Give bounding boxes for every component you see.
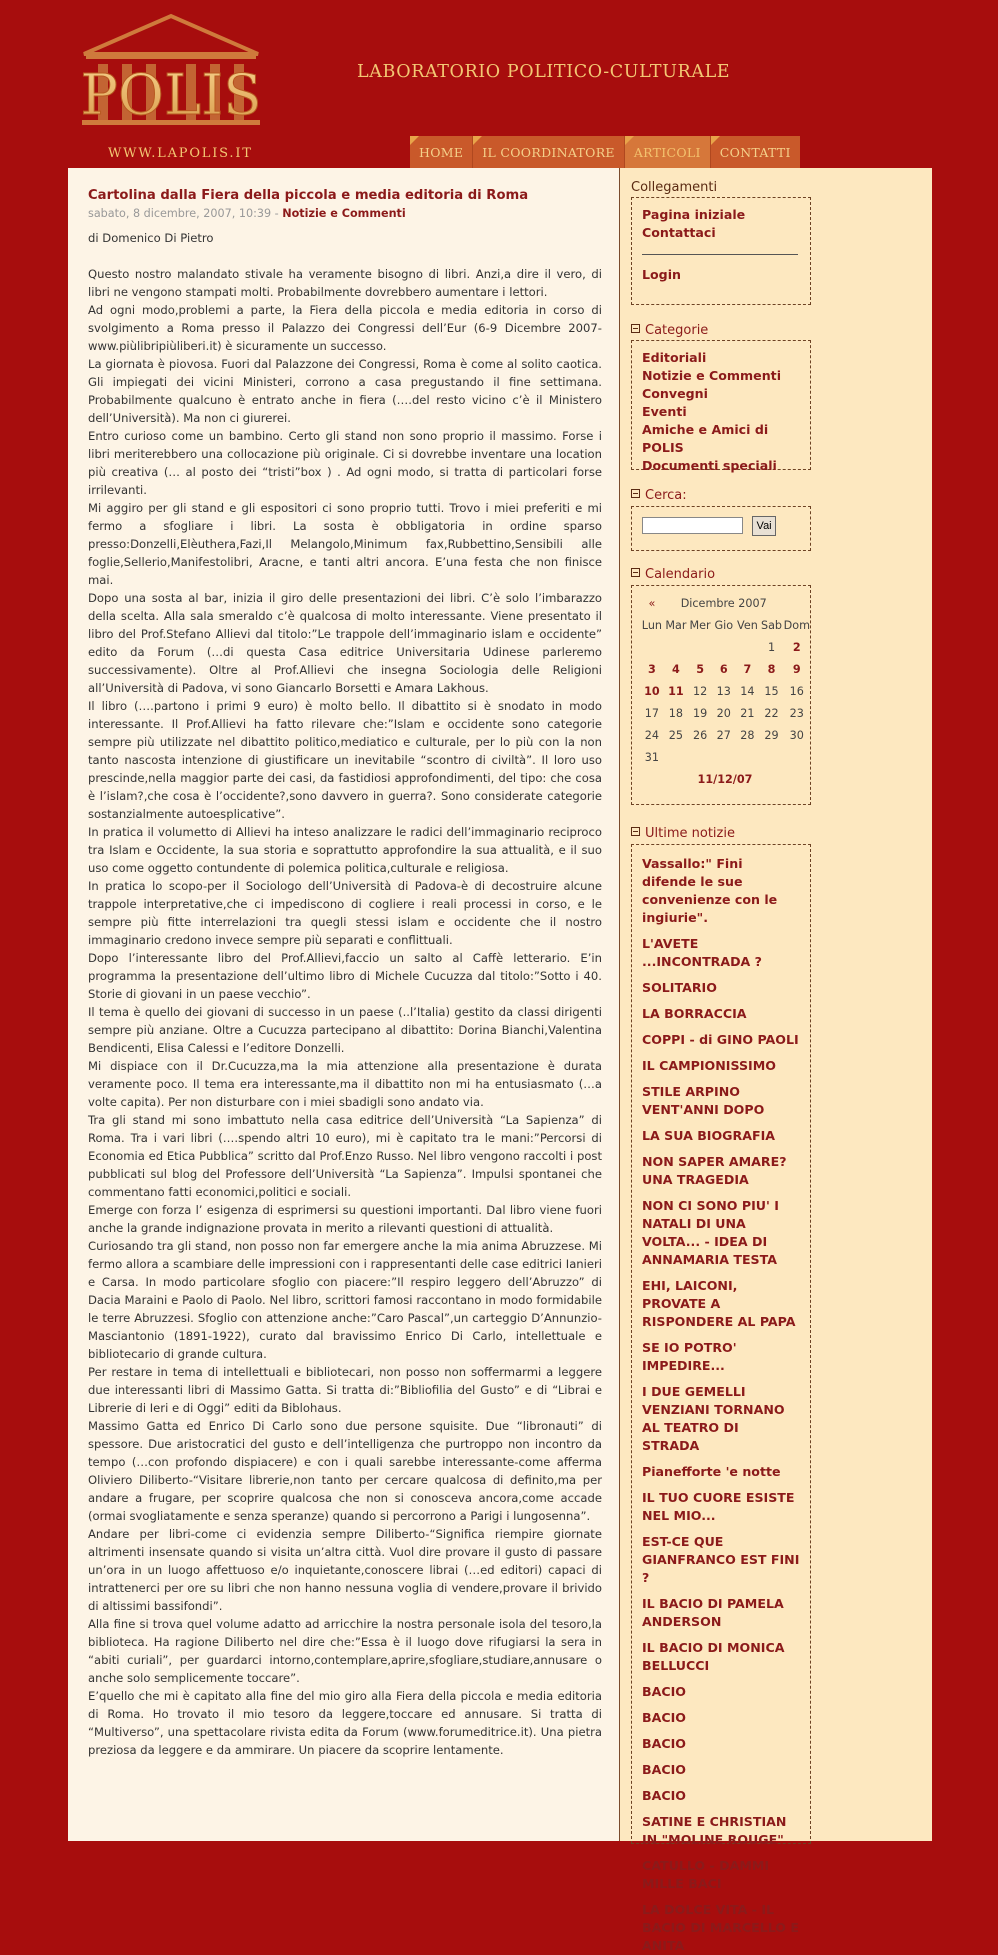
logo-text: POLIS <box>80 63 262 128</box>
ultime-notizie-title[interactable] <box>631 826 735 841</box>
news-item[interactable]: BACIO <box>642 1736 686 1751</box>
calendar-weekday: Sab <box>760 618 783 632</box>
news-item[interactable]: IL CAMPIONISSIMO <box>642 1058 776 1073</box>
calendar-day[interactable]: 8 <box>767 662 776 676</box>
calendar-weekday: Gio <box>714 618 734 632</box>
calendar-day: 29 <box>764 728 779 742</box>
calendario-title-label: Calendario <box>645 567 716 582</box>
news-item[interactable]: BACIO <box>642 1710 686 1725</box>
calendar-day: 18 <box>668 706 684 720</box>
search-button[interactable]: Vai <box>752 516 776 536</box>
calendar-weekday: Dom <box>783 618 810 632</box>
polis-logo[interactable] <box>76 12 266 132</box>
post-paragraph: Mi dispiace con il Dr.Cucuzza,ma la mia attenzione alla presentazione è durata veramente poco. Il tema era interessante,ma il dibattito non mi ha entusiasmato (…a volte capita). Per non disturbare con i miei sbadigli sono andato via. <box>88 1059 602 1109</box>
category-editoriali[interactable]: Editoriali <box>642 350 707 365</box>
link-contattaci[interactable]: Contattaci <box>642 225 716 240</box>
calendar <box>640 592 810 790</box>
category-eventi[interactable]: Eventi <box>642 404 687 419</box>
collegamenti-title: Collegamenti <box>631 180 718 195</box>
calendar-day: 23 <box>789 706 804 720</box>
calendar-day: 12 <box>692 684 708 698</box>
post-paragraph: Emerge con forza l’ esigenza di esprimersi su questioni importanti. Dal libro viene fuori anche la grande indignazione provata in merito a rilevanti questioni di attualità. <box>88 1203 602 1235</box>
post-paragraph: Il libro (….partono i primi 9 euro) è molto bello. Il dibattito si è snodato in modo interessante. Il Prof.Allievi ha fatto rilevare che:”Islam e occidente sono categorie sempre più utilizzate nel dibattito politico,mediatico e culturale, per lo più con la non tanto nascosta intenzione di giustificare un inevitabile “scontro di civiltà”. Il loro uso prescinde,nella maggior parte dei casi, da fastidiosi approfondimenti, del tipo: che cosa è l’islam?,che cosa è l’occidente?,sono davvero in guerra?. Sono considerate categorie sostanzialmente autoesplicative”. <box>88 699 602 821</box>
post-paragraph: Mi aggiro per gli stand e gli espositori ci sono proprio tutti. Trovo i miei preferiti e mi fermo a sfogliare i libri. La sosta è obbligatoria in ordine sparso presso:Donzelli,Elèuthera,Fazi,Il Melangolo,Minimum fax,Rubbettino,Sensibili alle foglie,Sellerio,Manifestolibri, Aracne, e tanti altri ancora. E’una festa che non finisce mai. <box>88 501 602 587</box>
calendar-day: 14 <box>740 684 755 698</box>
page-body <box>68 168 932 1953</box>
news-item[interactable]: Pianefforte 'e notte <box>642 1464 781 1479</box>
calendar-day: 19 <box>692 706 708 720</box>
collapse-icon[interactable] <box>631 827 640 836</box>
categorie-title[interactable] <box>631 323 708 338</box>
post-paragraph: Massimo Gatta ed Enrico Di Carlo sono due persone squisite. Due “libronauti” di spessore. Due aristocratici del gusto e dell’intelligenza che purtroppo non incontro da tempo (…con profondo dispiacere) e con i quali sarebbe interessante-come afferma Oliviero Diliberto-“Visitare librerie,non tanto per cercare qualcosa di definito,ma per andare a frugare, per scoprire qualcosa che non si conosceva ancora,come accade (ormai svogliatamente e senza speranze) quando si percorrono a Parigi i lungosenna”. <box>88 1419 602 1523</box>
post-paragraph: Alla fine si trova quel volume adatto ad arricchire la nostra personale isola del tesoro,la biblioteca. Ha ragione Diliberto nel dire che:”Essa è il luogo dove rifugiarsi la sera in “abiti curiali”, per guardarci intorno,contemplare,aprire,sfogliare,studiare,annusare o anche solo semplicemente toccare”. <box>88 1617 602 1685</box>
news-item[interactable]: CATULLO - DAMMI MILLE BACI <box>642 1858 770 1891</box>
calendar-weekday: Mer <box>689 618 711 632</box>
news-item[interactable]: EHI, LAICONI, PROVATE A RISPONDERE AL PAPA <box>642 1278 796 1329</box>
calendario-title[interactable] <box>631 567 715 582</box>
post-paragraph: Tra gli stand mi sono imbattuto nella casa editrice dell’Università “La Sapienza” di Roma. Tra i vari libri (….spendo altri 10 euro), mi è capitato tra le mani:”Percorsi di Economia ed Etica Pubblica” scritto dal Prof.Enzo Russo. Nel libro vengono raccolti i post pubblicati sul blog del Professore dell’Università “La Sapienza”. Impulsi spontanei che commentano fatti economici,politici e sociali. <box>88 1113 602 1199</box>
post-meta <box>88 207 619 221</box>
ultime-notizie-box <box>631 844 811 1953</box>
cerca-title-label: Cerca: <box>645 488 687 503</box>
news-item[interactable]: IL BACIO DI PAMELA ANDERSON <box>642 1596 784 1629</box>
calendar-day: 24 <box>644 728 660 742</box>
news-item[interactable]: NON SAPER AMARE? UNA TRAGEDIA <box>642 1154 787 1187</box>
search-input[interactable] <box>642 517 743 534</box>
news-item[interactable]: COPPI - di GINO PAOLI <box>642 1032 799 1047</box>
tagline: LABORATORIO POLITICO-CULTURALE <box>357 62 731 82</box>
calendar-day[interactable]: 11 <box>668 684 684 698</box>
tab-contatti[interactable]: CONTATTI <box>710 136 800 168</box>
post-paragraph: Andare per libri-come ci evidenzia sempre Diliberto-“Significa riempire giornate altrimenti insensate quando si visita un’altra città. Vuol dire provare il gusto di passare un’ora in un luogo affettuoso e/o inquietante,conoscere librai (…ed editori) capaci di intrattenerci per ore su libri che non hanno nessuna voglia di vendere,provare il brivido di altissimi bassifondi”. <box>88 1527 602 1613</box>
calendar-weekday: Mar <box>665 618 687 632</box>
collapse-icon[interactable] <box>631 324 640 333</box>
post-paragraph: Dopo una sosta al bar, inizia il giro delle presentazioni dei libri. C’è solo l’imbarazzo della scelta. Alla sala smeraldo c’è qualcosa di molto interessante. Viene presentato il libro del Prof.Stefano Allievi dal titolo:”Le trappole dell’immaginario islam e occidente” edito da Forum (…di questa Casa editrice Universitaria Udinese parleremo successivamente). Oltre al Prof.Allievi che insegna Sociologia delle Religioni all’Università di Padova, vi sono Giancarlo Borsetti e Amara Lakhous. <box>88 591 602 695</box>
news-item[interactable]: BACIO <box>642 1762 686 1777</box>
link-pagina-iniziale[interactable]: Pagina iniziale <box>642 207 746 222</box>
news-item[interactable]: I DUE GEMELLI VENZIANI TORNANO AL TEATRO DI STRADA <box>642 1384 785 1453</box>
news-item[interactable]: LA BORRACCIA <box>642 1006 747 1021</box>
post-paragraph: In pratica il volumetto di Allievi ha inteso analizzare le radici dell’immaginario reciproco tra Islam e Occidente, la sua storia e soprattutto approfondire la sua attualità, e il suo uso come oggetto contundente di polemica politica,culturale e religiosa. <box>88 825 602 875</box>
calendar-day: 17 <box>644 706 660 720</box>
news-item[interactable]: IL BACIO DI MONICA BELLUCCI <box>642 1640 785 1673</box>
post-paragraph: E’quello che mi è capitato alla fine del mio giro alla Fiera della piccola e media editoria di Roma. Ho trovato il mio tesoro da leggere,toccare ed annusare. Si tratta di “Multiverso”, una spettacolare rivista edita da Forum (www.forumeditrice.it). Una pietra preziosa da leggere e da ammirare. Un piacere da scoprire lentamente. <box>88 1689 602 1757</box>
tab-articoli[interactable]: ARTICOLI <box>624 136 710 168</box>
calendar-day: 13 <box>716 684 731 698</box>
category-documenti-speciali[interactable]: Documenti speciali <box>642 458 777 473</box>
site-url: WWW.LAPOLIS.IT <box>108 146 253 161</box>
news-item[interactable]: SOLITARIO <box>642 980 717 995</box>
calendar-month: Dicembre 2007 <box>680 596 767 610</box>
news-item[interactable]: LA DOLCE VITA - IL BACIO DI MARCELLO E ANITA <box>642 1902 800 1953</box>
post-paragraph: Per restare in tema di intellettuali e bibliotecari, non posso non soffermarmi a leggere due interessanti libri di Massimo Gatta. Si tratta di:”Bibliofilia del Gusto” e di “Librai e Librerie di Ieri e di Oggi” editi da Biblohaus. <box>88 1365 602 1415</box>
post-paragraph: Dopo l’interessante libro del Prof.Allievi,faccio un salto al Caffè letterario. E’in programma la presentazione dell’ultimo libro di Michele Cucuzza dal titolo:”Sotto i 40. Storie di giovani in un paese vecchio”. <box>88 951 602 1001</box>
main-content <box>68 168 619 1841</box>
news-item[interactable]: Vassallo:" Fini difende le sue convenienze con le ingiurie". <box>642 856 778 925</box>
news-item[interactable]: L'AVETE ...INCONTRADA ? <box>642 936 762 969</box>
news-item[interactable]: EST-CE QUE GIANFRANCO EST FINI ? <box>642 1534 800 1585</box>
tab-home[interactable]: HOME <box>410 136 472 168</box>
post-category-link[interactable]: Notizie e Commenti <box>282 207 406 220</box>
main-nav <box>410 136 800 168</box>
ultime-notizie-title-label: Ultime notizie <box>645 826 735 841</box>
category-convegni[interactable]: Convegni <box>642 386 708 401</box>
collegamenti-box <box>631 197 811 305</box>
cerca-title[interactable] <box>631 488 687 503</box>
post-body <box>88 265 602 1759</box>
calendar-day: 30 <box>789 728 804 742</box>
collapse-icon[interactable] <box>631 568 640 577</box>
calendario-box <box>631 585 811 805</box>
calendar-day[interactable]: 7 <box>743 662 752 676</box>
calendar-day: 16 <box>789 684 804 698</box>
categorie-title-label: Categorie <box>645 323 709 338</box>
post-paragraph: Ad ogni modo,problemi a parte, la Fiera della piccola e media editoria in corso di svolgimento a Roma presso il Palazzo dei Congressi dell’Eur (6-9 Dicembre 2007-www.piùlibripiùliberi.it) è sicuramente un successo. <box>88 303 602 353</box>
divider <box>642 254 798 255</box>
calendar-prev-month[interactable]: « <box>648 596 656 610</box>
calendar-day[interactable]: 2 <box>792 640 801 654</box>
category-notizie-e-commenti[interactable]: Notizie e Commenti <box>642 368 782 383</box>
calendar-day: 22 <box>764 706 779 720</box>
news-item[interactable]: BACIO <box>642 1788 686 1803</box>
post-paragraph: Entro curioso come un bambino. Certo gli stand non sono proprio il massimo. Forse i libri meriterebbero una collocazione più originale. Ci si dovrebbe inventare una location più creativa (… al posto dei “tristi”box ) . Ad ogni modo, si tratta di particolari forse irrilevanti. <box>88 429 602 497</box>
calendar-day[interactable]: 6 <box>719 662 728 676</box>
calendar-day[interactable]: 4 <box>672 662 680 676</box>
calendar-day: 26 <box>692 728 708 742</box>
news-item[interactable]: STILE ARPINO VENT'ANNI DOPO <box>642 1084 765 1117</box>
calendar-day: 25 <box>668 728 684 742</box>
cerca-box <box>631 506 811 551</box>
post-paragraph: Il tema è quello dei giovani di successo in un paese (..l’Italia) gestito da classi dirigenti sempre più anziane. Oltre a Cucuzza partecipano al dibattito: Dorina Bianchi,Valentina Bendicenti, Elisa Calessi e l’editore Donzelli. <box>88 1005 602 1055</box>
news-item[interactable]: NON CI SONO PIU' I NATALI DI UNA VOLTA... - IDEA DI ANNAMARIA TESTA <box>642 1198 779 1267</box>
post-paragraph: Curiosando tra gli stand, non posso non far emergere anche la mia anima Abruzzese. Mi fermo allora a scambiare delle impressioni con i rappresentanti delle case editrici Ianieri e Carsa. In modo particolare sfoglio con piacere:”Il respiro leggero dell’Abruzzo” di Dacia Maraini e Paolo di Paolo. Nel libro, scrittori famosi raccontano in modo formidabile le terre Abruzzesi. Sfoglio con attenzione anche:”Caro Pascal”,un carteggio D’Annunzio-Masciantonio (1891-1922), curato dal bravissimo Enrico Di Carlo, intellettuale e bibliotecario di grande cultura. <box>88 1239 602 1361</box>
calendar-day[interactable]: 3 <box>648 662 656 676</box>
calendar-day: 21 <box>740 706 755 720</box>
post-paragraph: Questo nostro malandato stivale ha veramente bisogno di libri. Anzi,a dire il vero, di libri ne vengono stampati molti. Probabilmente dovrebbero aumentare i lettori. <box>88 267 602 299</box>
calendar-day: 15 <box>764 684 779 698</box>
calendar-day: 1 <box>767 640 776 654</box>
news-item[interactable]: IL TUO CUORE ESISTE NEL MIO... <box>642 1490 795 1523</box>
news-item[interactable]: BACIO <box>642 1684 686 1699</box>
calendar-day: 20 <box>716 706 731 720</box>
news-item[interactable]: SE IO POTRO' IMPEDIRE... <box>642 1340 737 1373</box>
post-title[interactable]: Cartolina dalla Fiera della piccola e media editoria di Roma <box>88 188 529 203</box>
calendar-weekday: Ven <box>737 618 758 632</box>
calendar-day[interactable]: 5 <box>696 662 704 676</box>
collapse-icon[interactable] <box>631 489 640 498</box>
news-item[interactable]: LA SUA BIOGRAFIA <box>642 1128 776 1143</box>
category-amiche-e-amici[interactable]: Amiche e Amici di POLIS <box>642 422 769 455</box>
sidebar <box>619 168 932 1953</box>
calendar-weekday: Lun <box>641 618 663 632</box>
categorie-box <box>631 340 811 473</box>
calendar-day: 27 <box>716 728 731 742</box>
post-date: sabato, 8 dicembre, 2007, 10:39 <box>88 207 272 220</box>
post-author: di Domenico Di Pietro <box>88 231 214 245</box>
news-item[interactable]: SATINE E CHRISTIAN IN "MOLINE ROUGE" <box>642 1814 787 1847</box>
post-paragraph: In pratica lo scopo-per il Sociologo dell’Università di Padova-è di decostruire alcune trappole interpretative,che ci impediscono di cogliere i reali processi in corso, e le sempre più fitte interrelazioni tra quegli stessi islam e occidente che il nostro immaginario credono invece sempre più separati e conflittuali. <box>88 879 602 947</box>
calendar-day: 28 <box>740 728 755 742</box>
calendar-today-link[interactable]: 11/12/07 <box>697 772 753 786</box>
link-login[interactable]: Login <box>642 267 681 282</box>
tab-il-coordinatore[interactable]: IL COORDINATORE <box>472 136 624 168</box>
post-paragraph: La giornata è piovosa. Fuori dal Palazzone dei Congressi, Roma è come al solito caotica. Gli impiegati dei vicini Ministeri, corrono a casa pregustando il fine settimana. Probabilmente qualcuno è entrato anche in fiera (….del resto vicino c’è il Ministero dell’Università). Ma non ci giurerei. <box>88 357 602 425</box>
calendar-day[interactable]: 10 <box>644 684 660 698</box>
meta-separator: - <box>271 207 283 220</box>
calendar-day[interactable]: 9 <box>792 662 801 676</box>
calendar-day: 31 <box>644 750 660 764</box>
